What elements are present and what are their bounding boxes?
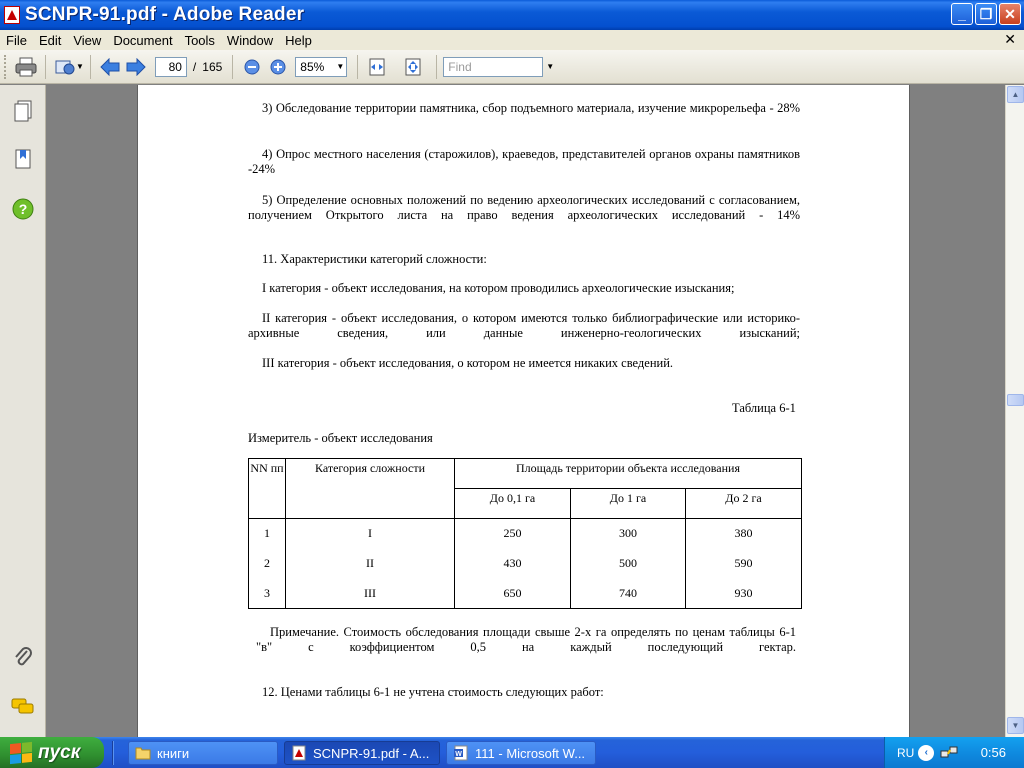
scroll-down-icon[interactable]: ▼ [1007,717,1024,734]
taskbar-separator [112,741,114,765]
page-number-input[interactable]: 80 [155,57,187,77]
zoom-select[interactable] [295,57,347,77]
header-category: Категория сложности [286,459,455,519]
bookmarks-icon[interactable] [11,147,35,171]
toolbar-separator [357,55,358,79]
fit-width-icon[interactable] [364,55,390,79]
category-1-text: I категория - объект исследования, на котором проводились археологические изыскания; [262,281,735,295]
taskbar-item-label: 111 - Microsoft W... [475,745,586,761]
table-label: Таблица 6-1 [732,401,796,415]
comments-icon[interactable] [11,695,35,719]
cell-value: 250 [455,519,571,549]
taskbar-item-label: книги [157,745,190,761]
section-12-heading: 12. Ценами таблицы 6-1 не учтена стоимость следующих работ: [262,685,604,699]
svg-text:W: W [455,751,462,758]
cell-value: 500 [571,549,686,579]
svg-text:?: ? [18,201,28,217]
header-area: Площадь территории объекта исследования [455,459,802,489]
page-total: 165 [202,59,223,74]
toolbar-separator [232,55,233,79]
header-nn: NN пп [249,459,286,519]
menu-window[interactable]: Window [226,32,274,48]
cell-value: 300 [571,519,686,549]
word-icon [453,745,469,761]
help-icon[interactable] [11,197,35,221]
paragraph-5: 5) Определение основных положений по ведению археологических исследований с согласованием, получением Открытого листа на право ведения археологических исследований - 14% [248,193,800,222]
scroll-thumb[interactable] [1007,394,1024,406]
taskbar-item-pdf[interactable] [284,741,440,765]
cell-value: 590 [686,549,802,579]
navigation-pane [0,85,46,737]
table-row [249,549,802,579]
clock: 0:56 [980,745,1006,760]
start-label: пуск [38,741,81,763]
cell-nn: 3 [249,579,286,609]
pdf-page [137,85,910,737]
paragraph-4: 4) Опрос местного населения (старожилов), краеведов, представителей органов охраны памятников -24% [248,147,800,176]
section-11-heading: 11. Характеристики категорий сложности: [262,252,487,266]
next-page-icon[interactable] [123,55,149,79]
document-close-icon[interactable]: ✕ [1004,31,1016,47]
scroll-up-icon[interactable]: ▲ [1007,86,1024,103]
menu-bar [0,30,1024,50]
paragraph-3: 3) Обследование территории памятника, сбор подъемного материала, изучение микрорельефа - 28% [262,101,800,115]
window-title: SCNPR-91.pdf - Adobe Reader [25,4,305,25]
find-chevron-down-icon[interactable]: ▼ [546,62,555,71]
pages-icon[interactable] [11,99,35,123]
folder-icon [135,745,151,761]
chevron-down-icon[interactable]: ▼ [336,62,345,71]
cell-value: 380 [686,519,802,549]
network-icon[interactable] [940,745,958,761]
zoom-in-icon[interactable] [265,55,291,79]
system-tray [884,737,1024,768]
menu-edit[interactable]: Edit [38,32,62,48]
language-indicator[interactable]: RU [897,745,915,760]
menu-document[interactable]: Document [113,32,173,48]
header-area-2: До 2 га [686,489,802,519]
cell-value: 650 [455,579,571,609]
cell-value: 430 [455,549,571,579]
menu-help[interactable]: Help [285,32,312,48]
header-area-0-1: До 0,1 га [455,489,571,519]
cell-category: I [286,519,455,549]
cell-value: 930 [686,579,802,609]
price-table [248,458,802,609]
menu-tools[interactable]: Tools [184,32,215,48]
zoom-out-icon[interactable] [239,55,265,79]
page-separator: / [192,59,197,74]
category-3-text: III категория - объект исследования, о котором не имеется никаких сведений. [262,356,674,370]
table-row [249,579,802,609]
previous-page-icon[interactable] [97,55,123,79]
find-input[interactable]: Find [443,57,543,77]
menu-view[interactable]: View [73,32,102,48]
maximize-button[interactable]: ❐ [975,3,997,25]
header-area-1: До 1 га [571,489,686,519]
toolbar [0,50,1024,84]
taskbar-item-label: SCNPR-91.pdf - A... [313,745,430,761]
windows-logo-icon [10,741,32,763]
cell-value: 740 [571,579,686,609]
page-setup-chevron-down-icon[interactable]: ▼ [76,62,84,71]
attachments-icon[interactable] [11,645,35,669]
close-button[interactable]: ✕ [999,3,1021,25]
start-button[interactable] [0,737,104,768]
pdf-icon [291,745,307,761]
minimize-button[interactable]: _ [951,3,973,25]
table-note: Примечание. Стоимость обследования площади свыше 2-х га определять по ценам таблицы 6-1 "в" с коэффициентом 0,5 на каждый последующий гектар. [256,625,796,654]
fit-page-icon[interactable] [400,55,426,79]
taskbar-item-word[interactable] [446,741,596,765]
meter-label: Измеритель - объект исследования [248,431,433,445]
toolbar-grip[interactable] [4,55,7,79]
show-hidden-icons-icon[interactable]: ‹ [918,745,934,761]
cell-category: II [286,549,455,579]
toolbar-separator [436,55,437,79]
taskbar-item-folder[interactable] [128,741,278,765]
cell-nn: 1 [249,519,286,549]
cell-category: III [286,579,455,609]
document-area[interactable] [47,85,1005,737]
page-setup-icon[interactable] [52,55,78,79]
toolbar-separator [90,55,91,79]
print-icon[interactable] [13,55,39,79]
zoom-value: 85% [300,59,325,74]
pdf-app-icon [4,6,20,24]
title-bar[interactable] [0,0,1024,30]
vertical-scrollbar[interactable] [1005,85,1024,737]
category-2-text: II категория - объект исследования, о котором имеются только библиографические или историко-архивные сведения, или данные инженерно-геологических изысканий; [248,311,800,340]
table-row [249,519,802,549]
toolbar-separator [45,55,46,79]
menu-file[interactable]: File [6,32,27,48]
cell-nn: 2 [249,549,286,579]
